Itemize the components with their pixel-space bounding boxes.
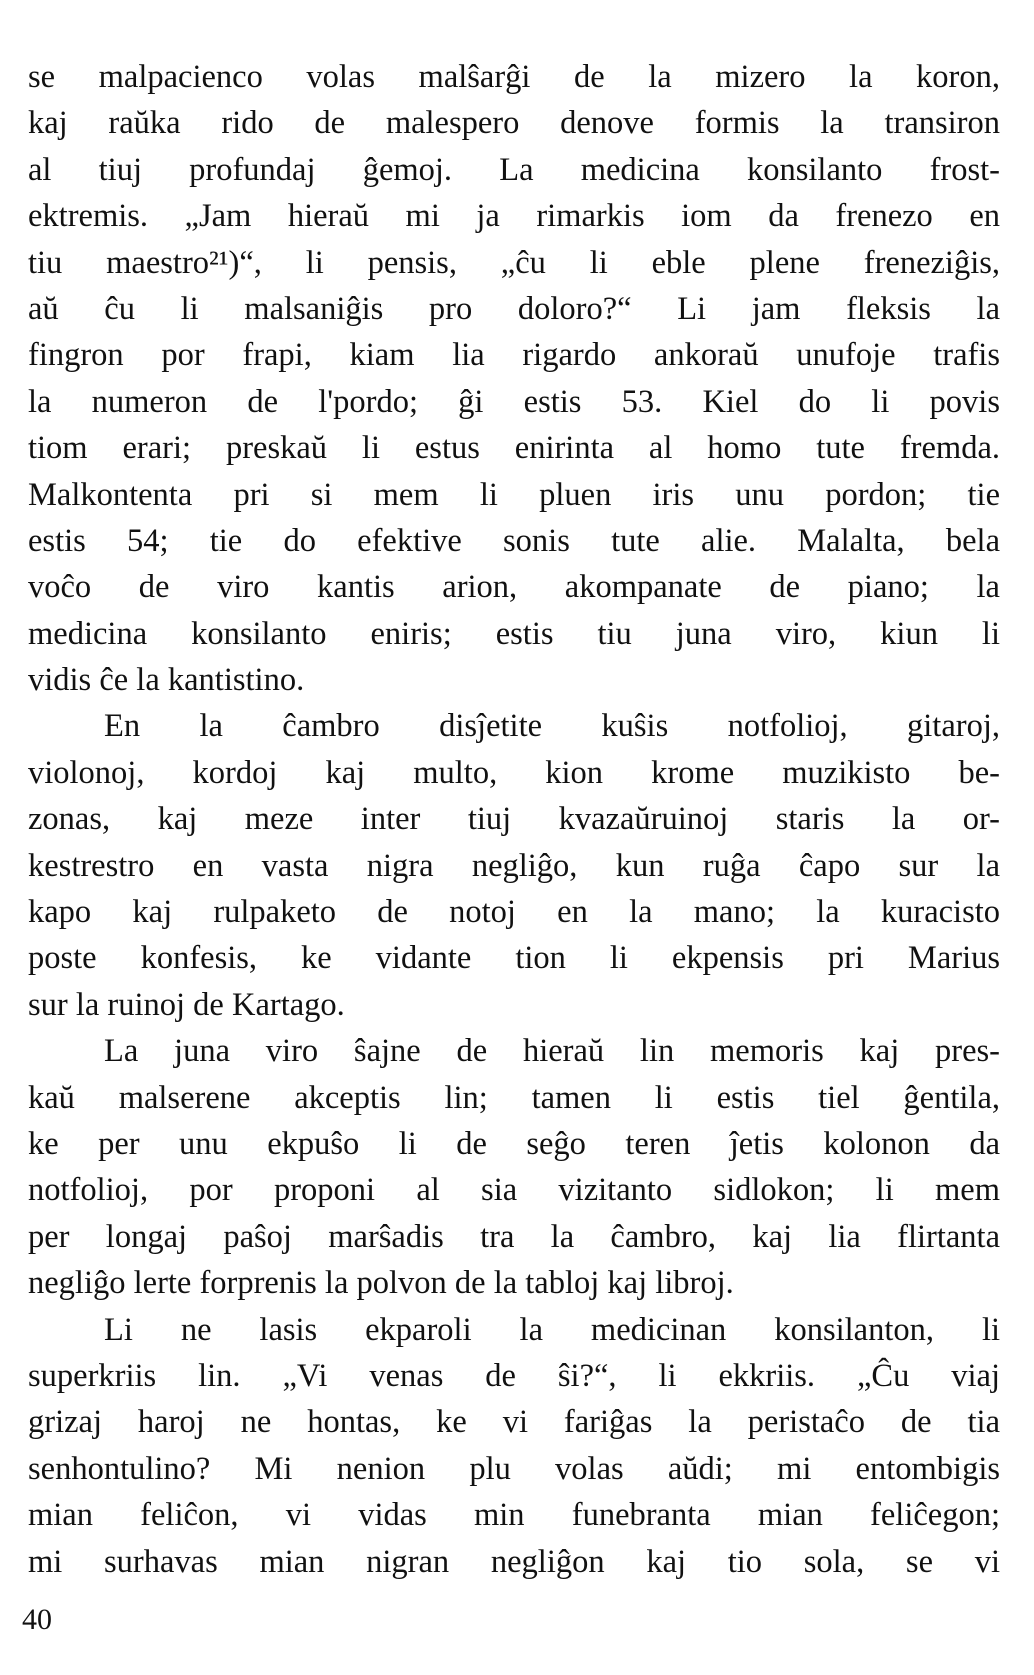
text-line: Malkontenta pri si mem li pluen iris unu pordon; tie	[28, 476, 1000, 513]
text-line: mi surhavas mian nigran negliĝon kaj tio sola, se vi	[28, 1543, 1000, 1580]
text-line: Li ne lasis ekparoli la medicinan konsilanton, li	[104, 1311, 1000, 1348]
text-line: se malpacienco volas malŝarĝi de la mizero la koron,	[28, 59, 1000, 95]
text-line: estis 54; tie do efektive sonis tute alie. Malalta, bela	[28, 522, 1000, 559]
text-line: kapo kaj rulpaketo de notoj en la mano; la kuracisto	[28, 894, 1000, 931]
text-line: grizaj haroj ne hontas, ke vi fariĝas la peristaĉo de tia	[28, 1404, 1000, 1441]
text-line: aŭ ĉu li malsaniĝis pro doloro?“ Li jam fleksis la	[28, 290, 1000, 327]
text-line: ektremis. „Jam hieraŭ mi ja rimarkis iom da frenezo en	[28, 198, 1000, 235]
paragraph-4	[28, 1307, 1000, 1585]
page-number: 40	[22, 1603, 52, 1636]
text-line: al tiuj profundaj ĝemoj. La medicina konsilanto frost-	[28, 151, 1000, 188]
text-line: zonas, kaj meze inter tiuj kvazaŭruinoj staris la or-	[28, 801, 1000, 838]
text-line: mian feliĉon, vi vidas min funebranta mian feliĉegon;	[28, 1497, 1000, 1534]
text-line: kestrestro en vasta nigra negliĝo, kun ruĝa ĉapo sur la	[28, 847, 1000, 884]
body-text	[28, 54, 1000, 1585]
text-line: notfolioj, por proponi al sia vizitanto sidlokon; li mem	[28, 1172, 1000, 1209]
text-line: senhontulino? Mi nenion plu volas aŭdi; mi entombigis	[28, 1450, 1000, 1487]
text-line: sur la ruinoj de Kartago.	[28, 986, 345, 1023]
text-line: ke per unu ekpuŝo li de seĝo teren ĵetis kolonon da	[28, 1125, 1000, 1162]
text-line: poste konfesis, ke vidante tion li ekpensis pri Marius	[28, 940, 1000, 977]
text-line: fingron por frapi, kiam lia rigardo ankoraŭ unufoje trafis	[28, 337, 1000, 374]
paragraph-3	[28, 1028, 1000, 1306]
text-line: La juna viro ŝajne de hieraŭ lin memoris kaj pres-	[104, 1033, 1000, 1070]
text-line: vidis ĉe la kantistino.	[28, 662, 305, 699]
text-line: kaŭ malserene akceptis lin; tamen li estis tiel ĝentila,	[28, 1079, 1000, 1116]
text-line: superkriis lin. „Vi venas de ŝi?“, li ekkriis. „Ĉu viaj	[28, 1357, 1000, 1394]
text-line: En la ĉambro disĵetite kuŝis notfolioj, gitaroj,	[104, 708, 1000, 745]
text-line: negliĝo lerte forprenis la polvon de la tabloj kaj libroj.	[28, 1265, 734, 1302]
text-line: voĉo de viro kantis arion, akompanate de piano; la	[28, 569, 1000, 606]
text-line: kaj raŭka rido de malespero denove formis la transiron	[28, 105, 1000, 142]
paragraph-2	[28, 703, 1000, 1028]
text-line: la numeron de l'pordo; ĝi estis 53. Kiel do li povis	[28, 383, 1000, 420]
text-line: medicina konsilanto eniris; estis tiu juna viro, kiun li	[28, 615, 1000, 652]
text-line: tiu maestro²¹)“, li pensis, „ĉu li eble plene freneziĝis,	[28, 244, 1000, 281]
paragraph-1	[28, 54, 1000, 703]
text-line: per longaj paŝoj marŝadis tra la ĉambro, kaj lia flirtanta	[28, 1218, 1000, 1255]
text-line: tiom erari; preskaŭ li estus enirinta al homo tute fremda.	[28, 430, 1000, 467]
text-line: violonoj, kordoj kaj multo, kion krome muzikisto be-	[28, 754, 1000, 791]
